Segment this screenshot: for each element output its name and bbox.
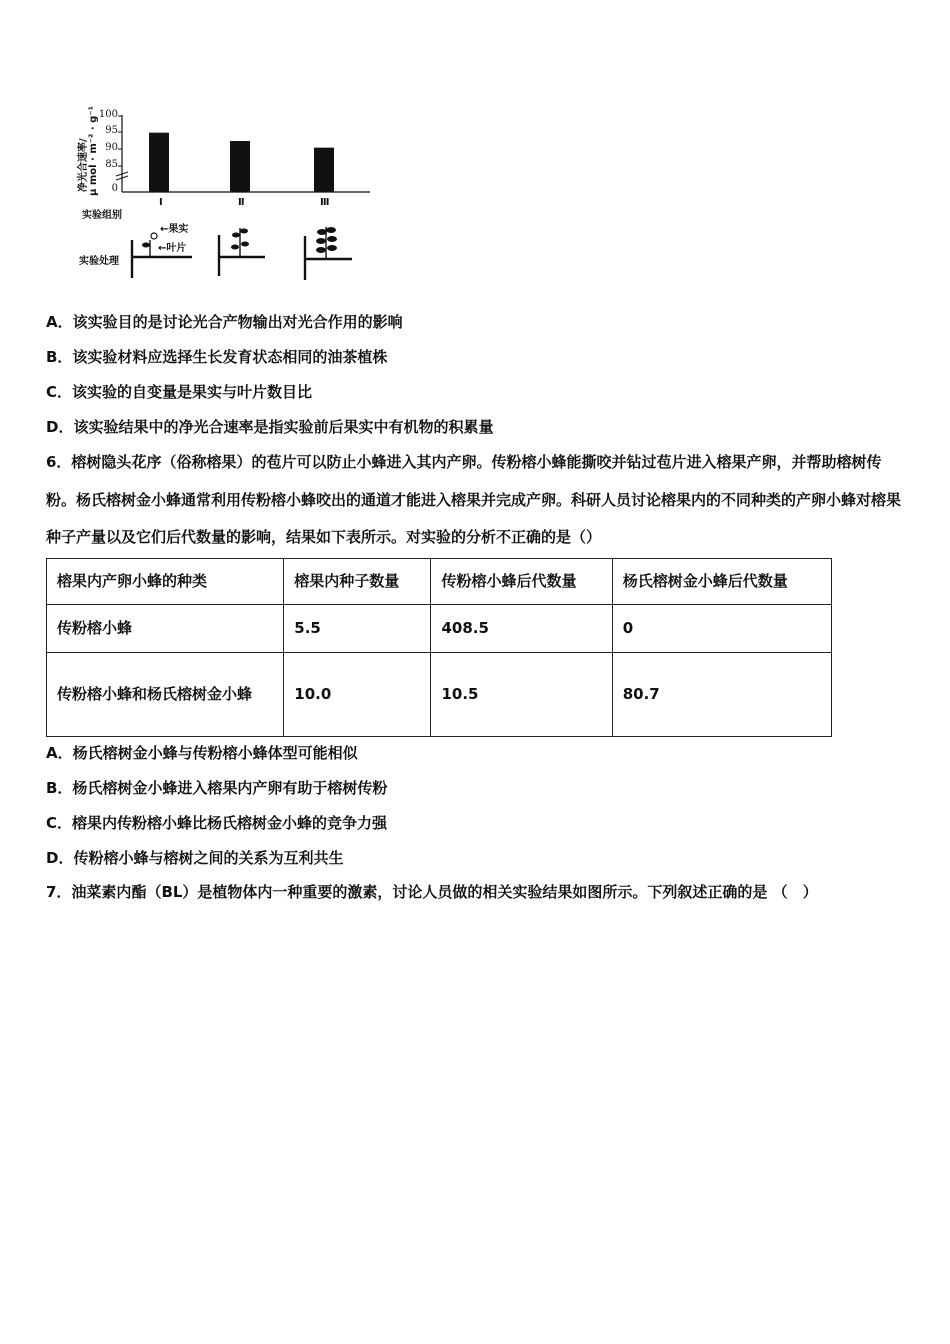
- leaf-shape: [317, 229, 327, 235]
- chart-plot: [60, 100, 390, 300]
- bar-2: [230, 141, 250, 192]
- x-tick-label: Ⅲ: [320, 197, 330, 208]
- y-tick-label: 95: [105, 125, 118, 136]
- leaf-shape: [240, 229, 248, 234]
- q5-option-b: B．该实验材料应选择生长发育状态相同的油茶植株: [46, 348, 388, 366]
- y-axis-label-line1: 净光合速率/: [78, 138, 89, 192]
- leaf-shape: [231, 245, 239, 250]
- q5-option-d: D．该实验结果中的净光合速率是指实验前后果实中有机物的积累量: [46, 418, 494, 436]
- annotation-leaf: ←叶片: [158, 243, 187, 254]
- table-cell: 10.5: [431, 653, 612, 737]
- table-header-cell: 传粉榕小蜂后代数量: [431, 559, 612, 605]
- bar-series: [149, 133, 334, 192]
- table-cell: 80.7: [612, 653, 831, 737]
- table-header-cell: 榕果内产卵小蜂的种类: [47, 559, 284, 605]
- table-cell: 10.0: [284, 653, 431, 737]
- table-row: [47, 653, 832, 737]
- q6-option-a: A．杨氏榕树金小蜂与传粉榕小蜂体型可能相似: [46, 744, 358, 762]
- q6-option-d: D．传粉榕小蜂与榕树之间的关系为互利共生: [46, 849, 344, 867]
- x-tick-label: Ⅱ: [238, 197, 245, 208]
- table-header-cell: 杨氏榕树金小蜂后代数量: [612, 559, 831, 605]
- table-header-cell: 榕果内种子数量: [284, 559, 431, 605]
- x-tick-label: Ⅰ: [159, 197, 163, 208]
- leaf-shape: [232, 233, 240, 238]
- leaf-shape: [326, 227, 336, 233]
- y-tick-label: 0: [111, 183, 118, 194]
- table-cell: 0: [612, 605, 831, 653]
- y-tick-label: 90: [105, 142, 118, 153]
- leaf-shape: [327, 245, 337, 251]
- leaf-shape: [142, 243, 150, 248]
- treatment-label: 实验处理: [79, 256, 119, 267]
- table-cell: 408.5: [431, 605, 612, 653]
- table-cell: 传粉榕小蜂: [47, 605, 284, 653]
- leaf-shape: [316, 238, 326, 244]
- leaf-shape: [316, 247, 326, 253]
- y-axis-label-line2: μ mol · m⁻² · g⁻¹: [88, 106, 99, 196]
- table-cell: 5.5: [284, 605, 431, 653]
- results-table: [46, 558, 832, 737]
- q5-option-c: C．该实验的自变量是果实与叶片数目比: [46, 383, 313, 401]
- table-row: [47, 605, 832, 653]
- table-header-row: [47, 559, 832, 605]
- q6-stem: 6．榕树隐头花序（俗称榕果）的苞片可以防止小蜂进入其内产卵。传粉榕小蜂能撕咬并钻过苞片进入榕果产卵，并帮助榕树传粉。杨氏榕树金小蜂通常利用传粉榕小蜂咬出的通道才能进入榕果并完成产卵。科研人员讨论榕果内的不同种类的产卵小蜂对榕果种子产量以及它们后代数量的影响，结果如下表所示。对实验的分析不正确的是（）: [46, 453, 902, 546]
- annotation-fruit: ←果实: [160, 224, 189, 235]
- bar-chart-figure: [60, 100, 390, 300]
- q7-stem: 7．油菜素内酯（BL）是植物体内一种重要的激素，讨论人员做的相关实验结果如图所示。下列叙述正确的是 （ ）: [46, 883, 818, 901]
- x-axis-label: 实验组别: [82, 210, 122, 221]
- leaf-shape: [241, 242, 249, 247]
- q6-option-b: B．杨氏榕树金小蜂进入榕果内产卵有助于榕树传粉: [46, 779, 388, 797]
- fruit-shape: [151, 233, 157, 239]
- y-tick-label: 85: [105, 159, 118, 170]
- bar-1: [149, 133, 169, 192]
- leaf-shape: [327, 236, 337, 242]
- table-cell: 传粉榕小蜂和杨氏榕树金小蜂: [47, 653, 284, 737]
- q6-option-c: C．榕果内传粉榕小蜂比杨氏榕树金小蜂的竞争力强: [46, 814, 388, 832]
- q5-option-a: A．该实验目的是讨论光合产物输出对光合作用的影响: [46, 313, 403, 331]
- bar-3: [314, 148, 334, 192]
- y-tick-label: 100: [98, 109, 118, 120]
